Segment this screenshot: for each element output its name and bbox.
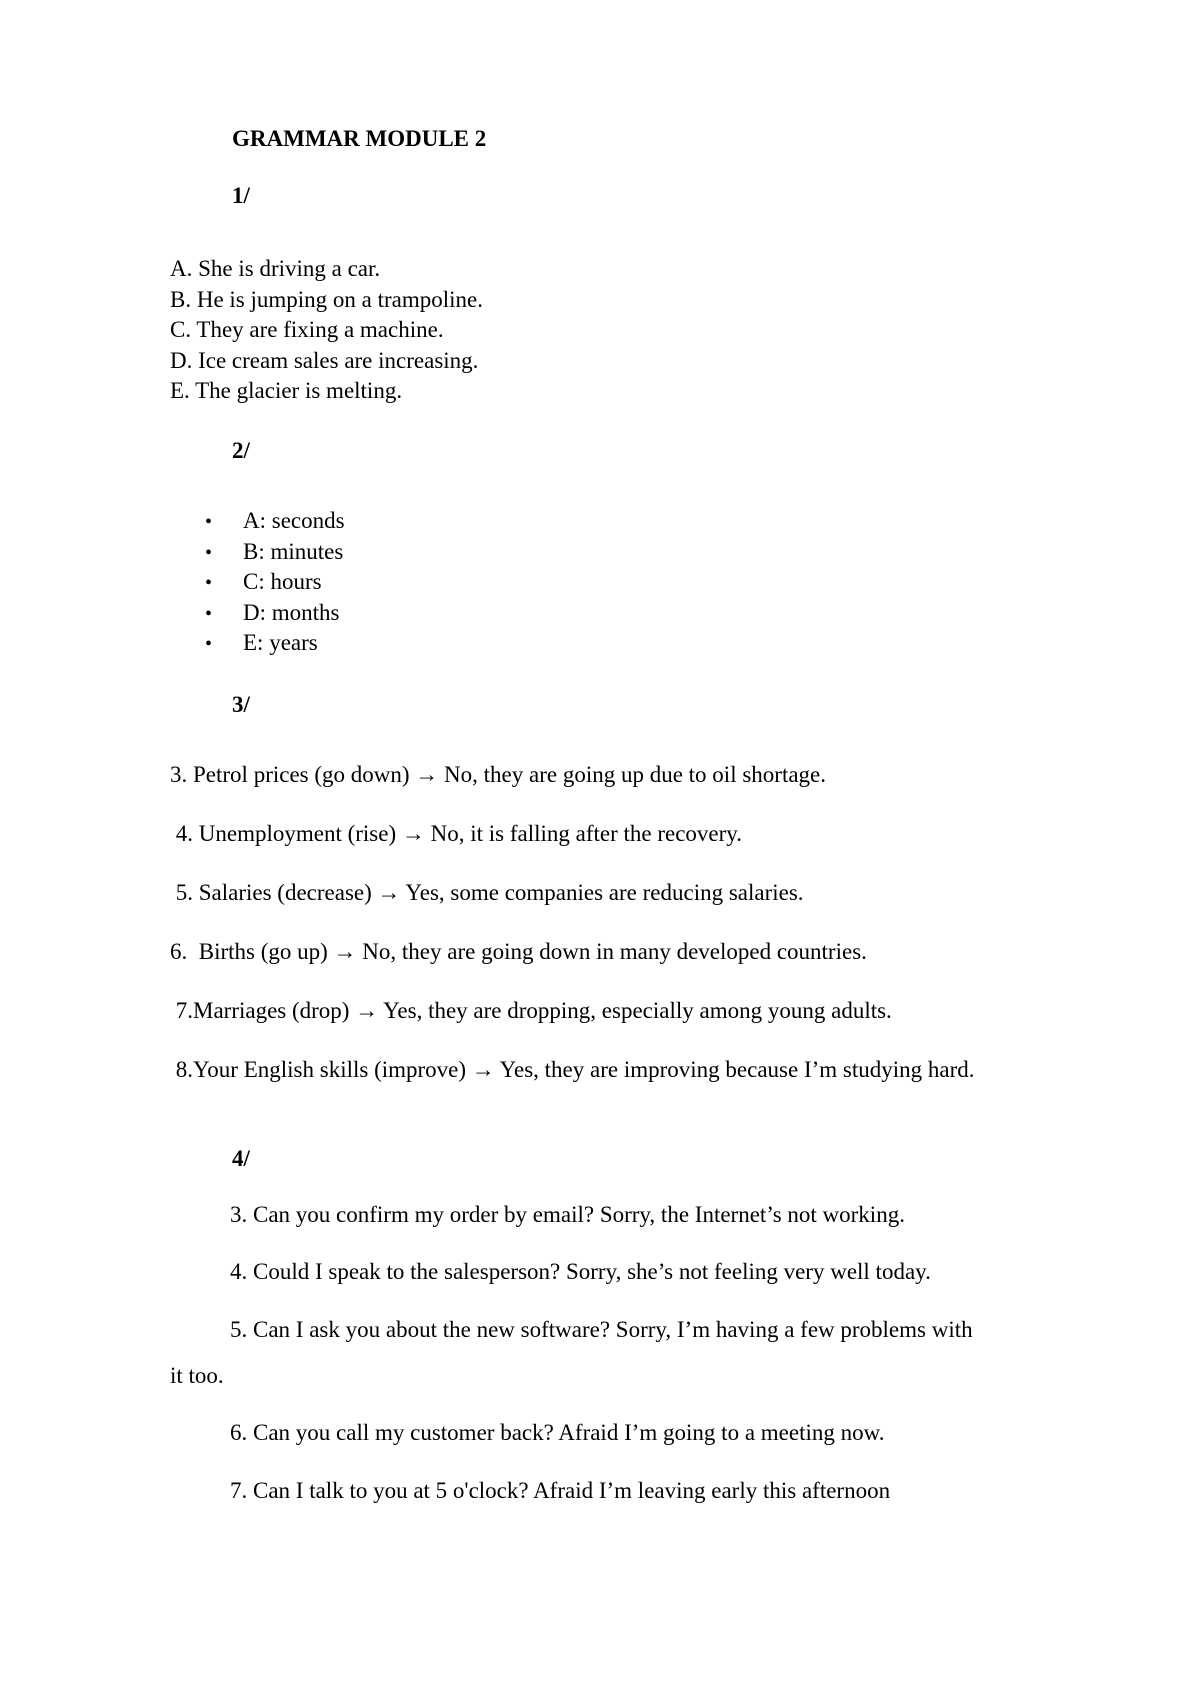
section-1-list — [170, 254, 483, 407]
bullet-icon: • — [205, 541, 213, 564]
section-3-label: 3/ — [232, 692, 250, 717]
list-item: • E: years — [205, 630, 318, 655]
section-2-bullet-list — [205, 506, 345, 659]
section-3-item: 5. Salaries (decrease) → Yes, some companies are reducing salaries. — [170, 880, 804, 905]
list-item: • A: seconds — [205, 508, 345, 533]
bullet-icon: • — [205, 602, 213, 625]
list-item: E. The glacier is melting. — [170, 378, 403, 403]
list-item: • D: months — [205, 599, 340, 625]
section-3-item: 7.Marriages (drop) → Yes, they are dropping, especially among young adults. — [170, 998, 892, 1023]
section-4-item: 3. Can you confirm my order by email? Sorry, the Internet’s not working. — [230, 1202, 905, 1227]
section-2-label: 2/ — [232, 438, 250, 463]
list-item: A. She is driving a car. — [170, 256, 381, 281]
section-4-item-continuation: it too. — [170, 1363, 224, 1388]
list-item: D. Ice cream sales are increasing. — [170, 347, 479, 373]
section-4-item: 5. Can I ask you about the new software? Sorry, I’m having a few problems with — [230, 1317, 973, 1342]
section-1-label: 1/ — [232, 183, 250, 208]
bullet-icon: • — [205, 572, 213, 594]
section-3-item: 3. Petrol prices (go down) → No, they are going up due to oil shortage. — [170, 762, 827, 787]
section-4-label: 4/ — [232, 1146, 250, 1171]
section-4-item: 7. Can I talk to you at 5 o'clock? Afraid I’m leaving early this afternoon — [230, 1478, 891, 1503]
section-4-item: 6. Can you call my customer back? Afraid I’m going to a meeting now. — [230, 1420, 885, 1445]
list-item: • C: hours — [205, 569, 322, 594]
list-item: B. He is jumping on a trampoline. — [170, 286, 484, 312]
document-title: GRAMMAR MODULE 2 — [232, 126, 487, 151]
bullet-icon: • — [205, 511, 213, 533]
section-3-item: 4. Unemployment (rise) → No, it is falling after the recovery. — [170, 821, 743, 846]
section-3-item: 8.Your English skills (improve) → Yes, they are improving because I’m studying hard. — [170, 1057, 975, 1082]
bullet-icon: • — [205, 633, 213, 655]
section-4-item: 4. Could I speak to the salesperson? Sorry, she’s not feeling very well today. — [230, 1259, 931, 1284]
section-3-item: 6. Births (go up) → No, they are going down in many developed countries. — [170, 939, 867, 964]
list-item: C. They are fixing a machine. — [170, 317, 444, 342]
list-item: • B: minutes — [205, 538, 344, 564]
